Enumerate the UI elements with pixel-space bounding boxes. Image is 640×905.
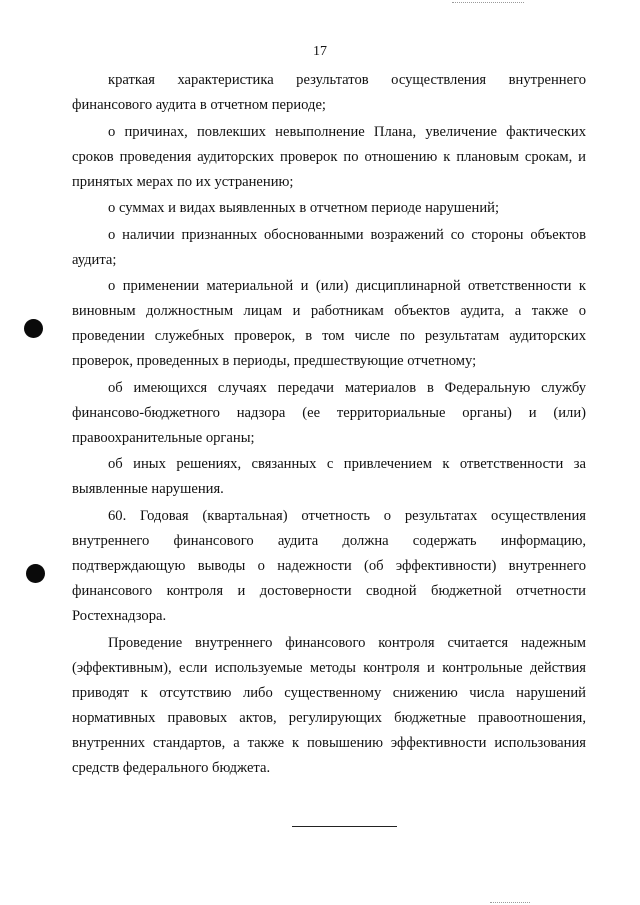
paragraph-liability: о применении материальной и (или) дисциплинарной ответственности к виновным должностным лицам и работникам объектов аудита, а также о проведении служебных проверок, в том числе по результатам аудиторских проверок, проведенных в периоды, предшествующие отчетному; — [72, 278, 586, 369]
hole-punch-mark — [26, 564, 45, 583]
document-body — [72, 68, 586, 783]
page-number: 17 — [313, 44, 327, 59]
paragraph-objections: о наличии признанных обоснованными возражений со стороны объектов аудита; — [72, 226, 586, 268]
paragraph-plan-failure-reasons: о причинах, повлекших невыполнение Плана, увеличение фактических сроков проведения аудиторских проверок по отношению к плановым срокам, и принятых мерах по их устранению; — [72, 123, 586, 190]
paragraph-control-reliability: Проведение внутреннего финансового контроля считается надежным (эффективным), если используемые методы контроля и контрольные действия приводят к отсутствию либо существенному снижению числа нарушений нормативных правовых актов, регулирующих бюджетные правоотношения, внутренних стандартов, а также к повышению эффективности использования средств федерального бюджета. — [72, 635, 586, 776]
hole-punch-mark — [24, 319, 43, 338]
scan-artifact-bottom — [490, 902, 530, 903]
scan-artifact-top — [452, 2, 524, 3]
paragraph-materials-transfer: об имеющихся случаях передачи материалов в Федеральную службу финансово-бюджетного надзора (ее территориальные органы) и (или) правоохранительные органы; — [72, 379, 586, 446]
paragraph-other-decisions: об иных решениях, связанных с привлечением к ответственности за выявленные нарушения. — [72, 456, 586, 497]
paragraph-audit-summary: краткая характеристика результатов осуществления внутреннего финансового аудита в отчетном периоде; — [72, 72, 586, 113]
end-of-text-divider — [292, 826, 397, 827]
paragraph-violation-amounts: о суммах и видах выявленных в отчетном периоде нарушений; — [108, 200, 500, 216]
paragraph-item-60: 60. Годовая (квартальная) отчетность о результатах осуществления внутреннего финансового аудита должна содержать информацию, подтверждающую выводы о надежности (об эффективности) внутреннего финансового контроля и достоверности сводной бюджетной отчетности Ростехнадзора. — [72, 508, 586, 624]
